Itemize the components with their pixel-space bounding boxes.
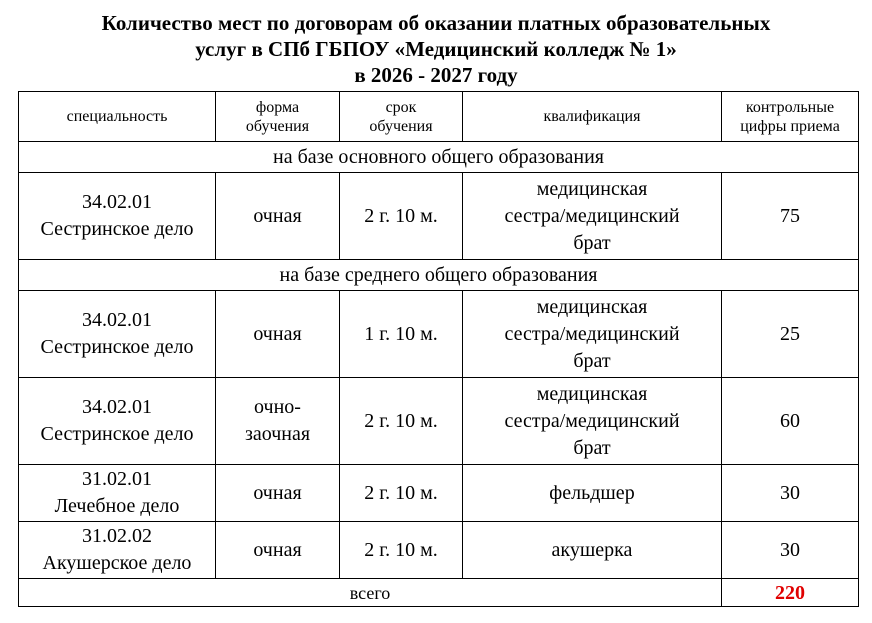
qualification-text: брат: [573, 231, 611, 254]
form-text: очная: [253, 204, 302, 227]
cell-form: [216, 465, 340, 522]
table-row: [19, 522, 859, 579]
cell-term: 1 г. 10 м.: [340, 291, 463, 378]
header-qualification: квалификация: [463, 92, 722, 142]
cell-term: 2 г. 10 м.: [340, 465, 463, 522]
cell-count: 30: [722, 465, 859, 522]
cell-count: 30: [722, 522, 859, 579]
title-line-3: в 2026 - 2027 году: [354, 63, 518, 87]
specialty-code: 34.02.01: [82, 191, 152, 213]
form-text: заочная: [244, 423, 311, 445]
cell-form: [216, 291, 340, 378]
cell-qualification: [463, 173, 722, 260]
qualification-text: медицинская: [536, 382, 648, 405]
qualification-text: сестра/медицинский: [504, 322, 680, 345]
specialty-code: 34.02.01: [82, 309, 152, 331]
title-line-1: Количество мест по договорам об оказании платных образовательных: [101, 11, 771, 35]
specialty-name: Сестринское дело: [40, 423, 194, 445]
specialty-name: Лечебное дело: [54, 495, 180, 517]
specialty-name: Сестринское дело: [40, 336, 194, 358]
admission-table: [18, 91, 859, 607]
form-text: очно-: [254, 396, 301, 418]
qualification-text: акушерка: [551, 538, 633, 561]
cell-count: 25: [722, 291, 859, 378]
header-quota-line-2: цифры приема: [740, 117, 840, 135]
qualification-text: сестра/медицинский: [504, 204, 680, 227]
form-text: очная: [253, 481, 302, 504]
cell-qualification: [463, 291, 722, 378]
qualification-text: сестра/медицинский: [504, 409, 680, 432]
section-header-row: [19, 260, 859, 291]
table-row: [19, 173, 859, 260]
cell-qualification: [463, 378, 722, 465]
table-row: [19, 378, 859, 465]
qualification-text: медицинская: [536, 177, 648, 200]
section-title: на базе основного общего образования: [19, 142, 859, 173]
cell-specialty: [19, 173, 216, 260]
cell-specialty: [19, 291, 216, 378]
cell-count: 75: [722, 173, 859, 260]
header-specialty: специальность: [19, 92, 216, 142]
header-quota-line-1: контрольные: [745, 98, 835, 116]
cell-qualification: [463, 522, 722, 579]
section-title: на базе среднего общего образования: [19, 260, 859, 291]
qualification-text: брат: [573, 436, 611, 459]
form-text: очная: [253, 538, 302, 561]
specialty-code: 34.02.01: [82, 396, 152, 418]
cell-form: [216, 522, 340, 579]
table-header-row: [19, 92, 859, 142]
cell-form: [216, 378, 340, 465]
table-row: [19, 465, 859, 522]
total-label: всего: [19, 579, 722, 607]
total-row: [19, 579, 859, 607]
cell-specialty: [19, 465, 216, 522]
cell-term: 2 г. 10 м.: [340, 522, 463, 579]
qualification-text: фельдшер: [549, 481, 635, 504]
specialty-code: 31.02.02: [82, 525, 152, 547]
table-row: [19, 291, 859, 378]
table-body: [19, 142, 859, 579]
specialty-code: 31.02.01: [82, 468, 152, 490]
header-term-line-1: срок: [385, 98, 417, 116]
header-term-line-2: обучения: [369, 117, 433, 135]
cell-form: [216, 173, 340, 260]
header-form-line-2: обучения: [245, 117, 310, 135]
qualification-text: брат: [573, 349, 611, 372]
cell-count: 60: [722, 378, 859, 465]
form-text: очная: [253, 322, 302, 345]
qualification-text: медицинская: [536, 295, 648, 318]
specialty-name: Сестринское дело: [40, 218, 194, 240]
header-term: [340, 92, 463, 142]
cell-specialty: [19, 378, 216, 465]
cell-term: 2 г. 10 м.: [340, 378, 463, 465]
header-quota: [722, 92, 859, 142]
specialty-name: Акушерское дело: [42, 552, 192, 574]
header-form: [216, 92, 340, 142]
total-value: [722, 579, 859, 607]
cell-qualification: [463, 465, 722, 522]
cell-specialty: [19, 522, 216, 579]
title-line-2: услуг в СПб ГБПОУ «Медицинский колледж № 1»: [195, 37, 677, 61]
header-form-line-1: форма: [255, 98, 300, 116]
document-title: [0, 10, 872, 88]
total-value-text: 220: [775, 581, 805, 604]
cell-term: 2 г. 10 м.: [340, 173, 463, 260]
section-header-row: [19, 142, 859, 173]
